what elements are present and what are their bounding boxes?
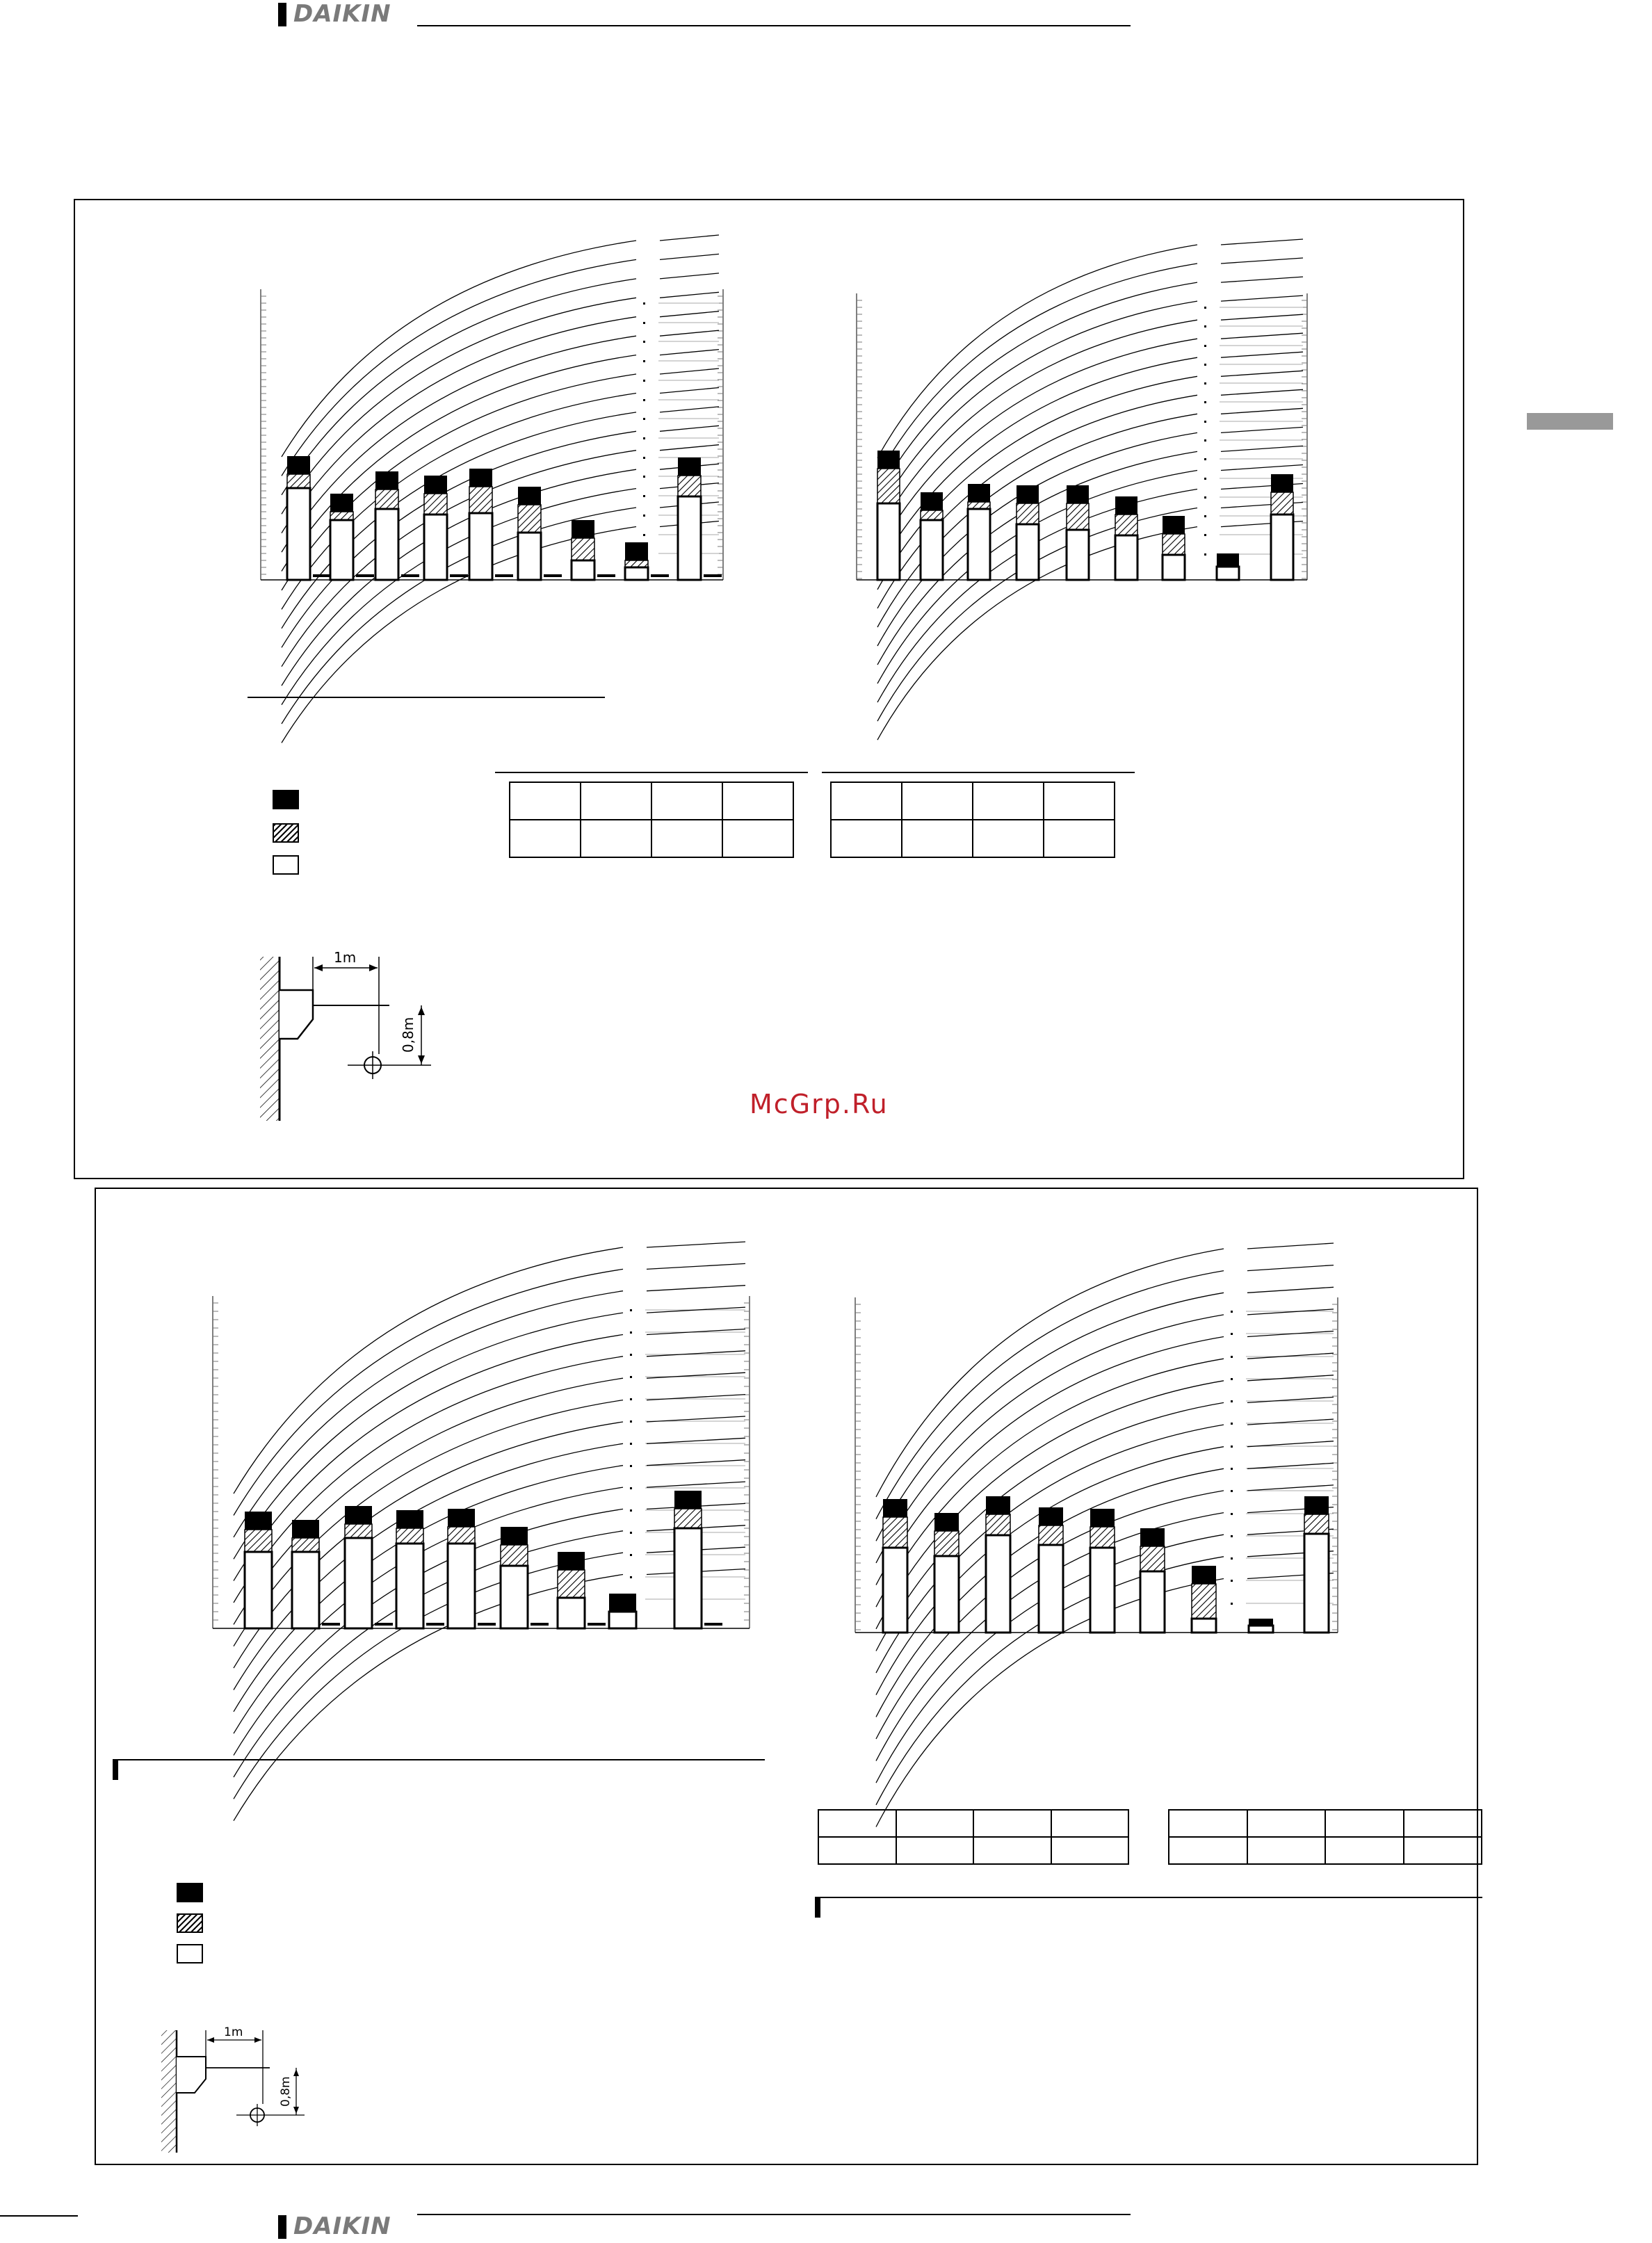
top-dim-08m-label: 0,8m	[400, 1017, 416, 1053]
octave-bar	[1090, 1509, 1115, 1633]
octave-bar	[1039, 1507, 1063, 1633]
bottom-right-section-marker	[815, 1897, 820, 1918]
octave-bar	[518, 487, 562, 580]
legend-hatched-swatch	[273, 823, 299, 843]
octave-bar	[469, 469, 513, 580]
octave-bar	[245, 1512, 272, 1628]
octave-bar	[572, 520, 615, 580]
header-brand-text: DAIKIN	[293, 0, 391, 28]
top-measurement-diagram	[257, 943, 445, 1121]
octave-bar	[921, 492, 943, 580]
octave-bar	[883, 1499, 907, 1633]
bottom-left-spectrum-chart	[213, 1296, 750, 1628]
bottom-left-section-rule	[114, 1759, 765, 1760]
watermark: McGrp.Ru	[750, 1089, 889, 1119]
octave-bar	[345, 1506, 393, 1628]
legend2-white-swatch	[177, 1944, 203, 1963]
octave-bar	[424, 476, 468, 580]
octave-bar	[678, 457, 722, 580]
octave-bars	[287, 456, 722, 580]
bottom-dim-1m-label: 1m	[224, 2025, 243, 2039]
octave-bar	[968, 484, 990, 580]
octave-bar	[625, 542, 669, 580]
octave-bars	[883, 1496, 1329, 1633]
footer-left-rule	[0, 2215, 78, 2217]
octave-bar	[1163, 516, 1185, 580]
top-right-spectrum-chart	[857, 293, 1307, 580]
top-section-rule	[248, 697, 605, 698]
top-left-spectrum-chart	[261, 289, 723, 580]
footer-logo	[293, 2212, 391, 2240]
header-logo	[293, 0, 391, 28]
octave-bar	[1067, 485, 1089, 580]
top-table-left-rule	[495, 772, 808, 773]
octave-bars	[245, 1491, 722, 1628]
footer-rule	[417, 2214, 1131, 2215]
top-dim-1m-label: 1m	[334, 949, 357, 966]
bottom-left-section-marker	[113, 1759, 118, 1780]
octave-bar	[1115, 496, 1137, 580]
header-rule	[417, 25, 1131, 26]
top-table-left	[509, 782, 794, 858]
footer-logo-bar	[278, 2215, 286, 2239]
octave-bar	[292, 1520, 340, 1628]
bottom-dim-08m-label: 0,8m	[279, 2076, 293, 2107]
top-table-right	[830, 782, 1115, 858]
octave-bar	[448, 1509, 496, 1628]
section-tab-marker	[1527, 413, 1613, 430]
octave-bar	[1249, 1619, 1273, 1633]
octave-bar	[1017, 485, 1039, 580]
footer-brand-text: DAIKIN	[293, 2212, 391, 2240]
octave-bar	[674, 1491, 722, 1628]
bottom-table-right	[1168, 1809, 1482, 1865]
octave-bar	[1217, 553, 1239, 580]
octave-bar	[1140, 1528, 1165, 1633]
octave-bar	[609, 1594, 636, 1628]
legend2-hatched-swatch	[177, 1913, 203, 1933]
bottom-right-section-rule	[816, 1897, 1482, 1898]
octave-bar	[986, 1496, 1010, 1633]
octave-bar	[330, 494, 374, 580]
bottom-table-left	[818, 1809, 1129, 1865]
legend-black-swatch	[273, 790, 299, 809]
octave-bar	[396, 1510, 444, 1628]
octave-bar	[375, 471, 419, 580]
legend2-black-swatch	[177, 1883, 203, 1902]
bottom-measurement-diagram	[159, 2021, 318, 2153]
octave-bar	[1304, 1496, 1329, 1633]
legend-white-swatch	[273, 855, 299, 875]
octave-bar	[934, 1513, 959, 1633]
top-table-right-rule	[822, 772, 1135, 773]
header-logo-bar	[278, 3, 286, 26]
octave-bar	[558, 1552, 606, 1628]
bottom-right-spectrum-chart	[855, 1297, 1338, 1633]
octave-bar	[1271, 474, 1293, 580]
octave-bar	[1192, 1566, 1216, 1633]
octave-bar	[501, 1527, 549, 1628]
octave-bar	[877, 451, 900, 580]
